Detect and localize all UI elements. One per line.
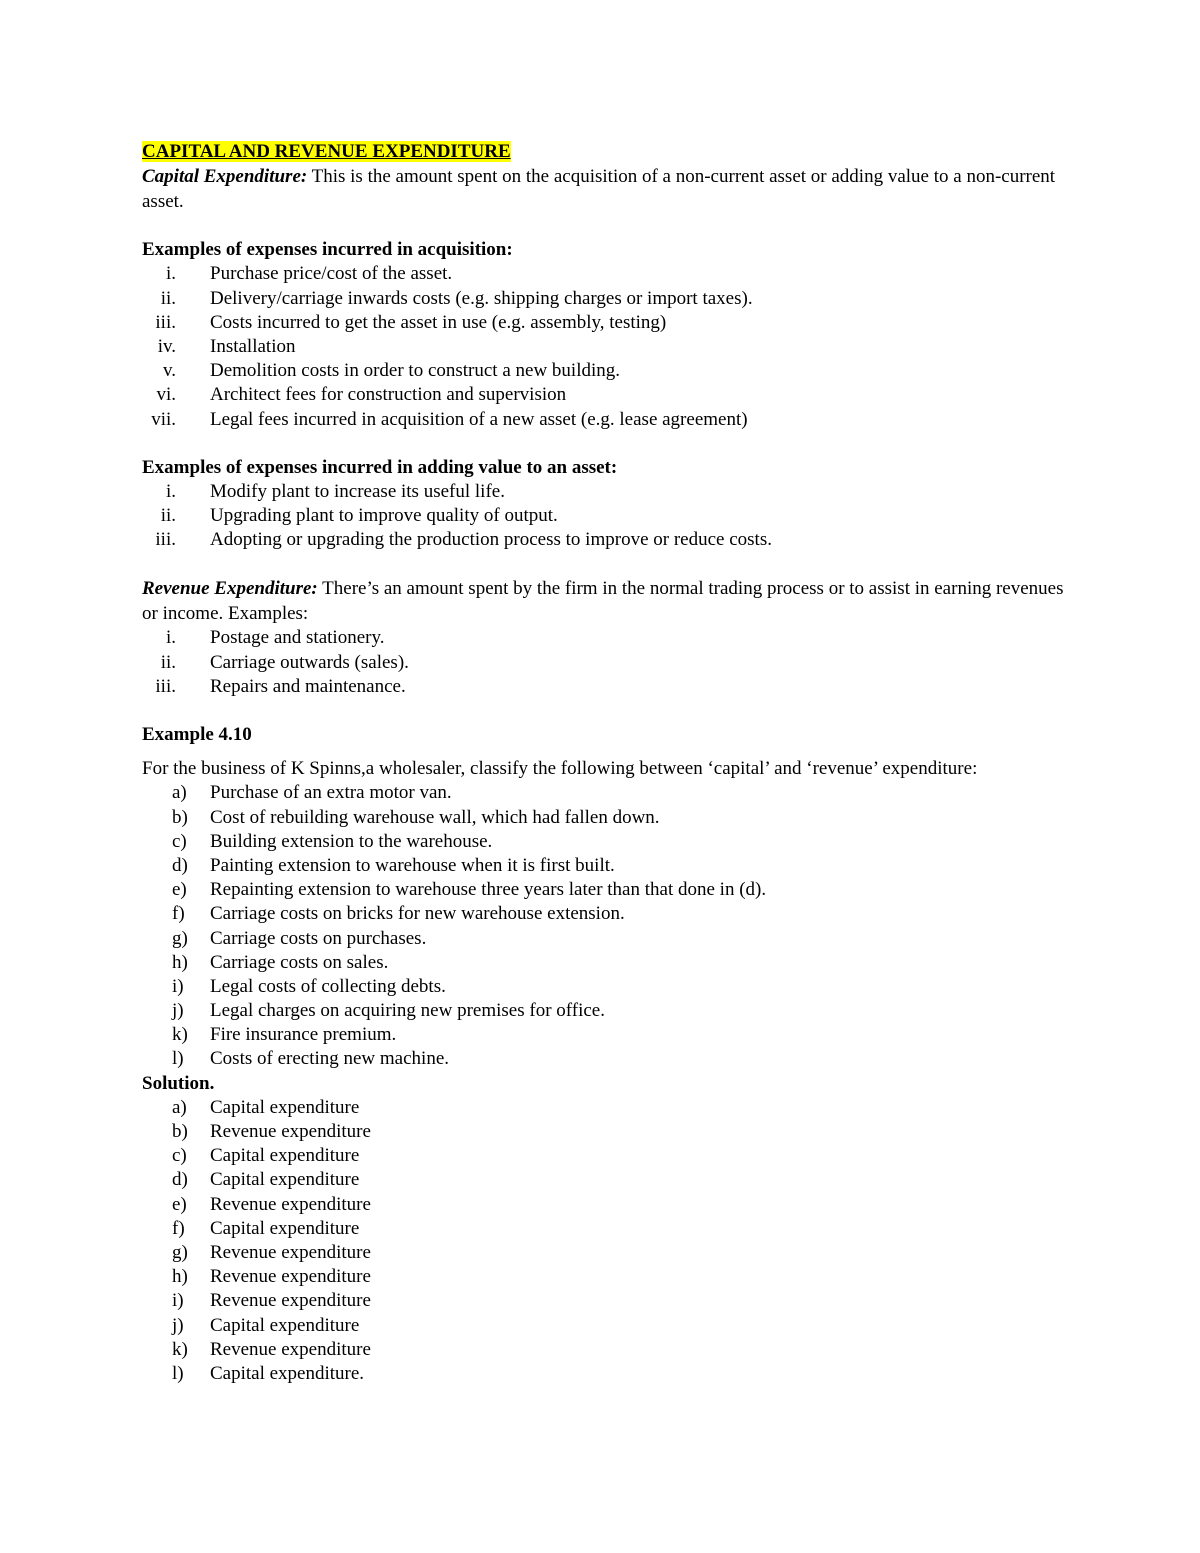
- list-item-text: Delivery/carriage inwards costs (e.g. shipping charges or import taxes).: [210, 287, 753, 309]
- list-item-text: Demolition costs in order to construct a new building.: [210, 360, 621, 382]
- list-marker: a): [172, 782, 187, 804]
- list-marker: e): [172, 1193, 187, 1215]
- list-marker: k): [172, 1338, 188, 1360]
- list-item-text: Revenue expenditure: [210, 1121, 371, 1142]
- list-item: [142, 1168, 1072, 1192]
- revenue-list: [142, 626, 1072, 699]
- list-item: [142, 1314, 1072, 1338]
- list-item: [142, 651, 1072, 675]
- title-line: [142, 140, 1072, 164]
- list-item-text: Modify plant to increase its useful life.: [210, 480, 505, 502]
- page-title: CAPITAL AND REVENUE EXPENDITURE: [142, 141, 511, 162]
- capital-label: Capital Expenditure:: [142, 166, 308, 188]
- list-item: [142, 311, 1072, 335]
- list-marker: i.: [165, 480, 176, 502]
- list-item: [142, 1144, 1072, 1168]
- list-item: [142, 927, 1072, 951]
- list-item: [142, 1289, 1072, 1313]
- example-intro: For the business of K Spinns,a wholesaler, classify the following between ‘capital’ and ‘revenue’ expenditure:: [142, 758, 978, 780]
- list-item: [142, 854, 1072, 878]
- list-item-text: Costs incurred to get the asset in use (e.g. assembly, testing): [210, 311, 667, 333]
- list-item: [142, 830, 1072, 854]
- revenue-text: There’s an amount spent by the firm in the normal trading process or to assist in earning revenues or income. Examples:: [142, 578, 1064, 625]
- list-marker: d): [172, 854, 188, 876]
- list-item: [142, 1096, 1072, 1120]
- list-marker: iii.: [155, 675, 176, 697]
- list-marker: i.: [165, 627, 176, 649]
- example-heading: Example 4.10: [142, 724, 252, 745]
- list-marker: b): [172, 1121, 188, 1142]
- list-item-text: Capital expenditure: [210, 1217, 360, 1239]
- adding-value-list: [142, 480, 1072, 553]
- list-item: [142, 1120, 1072, 1144]
- list-item-text: Postage and stationery.: [210, 627, 385, 649]
- list-item-text: Revenue expenditure: [210, 1266, 371, 1288]
- list-item-text: Legal costs of collecting debts.: [210, 975, 446, 997]
- list-item-text: Fire insurance premium.: [210, 1024, 397, 1046]
- capital-text: This is the amount spent on the acquisition of a non-current asset or adding value to a non-current asset.: [142, 166, 1056, 213]
- list-item-text: Carriage costs on purchases.: [210, 927, 427, 949]
- list-item-text: Repairs and maintenance.: [210, 675, 406, 697]
- list-marker: g): [172, 927, 188, 949]
- list-item-text: Revenue expenditure: [210, 1338, 371, 1360]
- list-marker: d): [172, 1169, 188, 1191]
- acquisition-heading: Examples of expenses incurred in acquisition:: [142, 239, 513, 261]
- list-item: [142, 262, 1072, 286]
- solution-list: [142, 1096, 1072, 1386]
- list-marker: e): [172, 879, 187, 901]
- list-item-text: Carriage costs on bricks for new warehouse extension.: [210, 903, 625, 925]
- list-item: [142, 359, 1072, 383]
- list-marker: g): [172, 1241, 188, 1263]
- list-item-text: Building extension to the warehouse.: [210, 830, 493, 852]
- list-item: [142, 975, 1072, 999]
- list-marker: iii.: [155, 529, 176, 551]
- list-marker: i): [172, 975, 184, 997]
- list-item-text: Costs of erecting new machine.: [210, 1048, 450, 1070]
- list-item: [142, 675, 1072, 699]
- list-item-text: Repainting extension to warehouse three years later than that done in (d).: [210, 879, 767, 901]
- list-item: [142, 480, 1072, 504]
- list-item: [142, 287, 1072, 311]
- list-item: [142, 999, 1072, 1023]
- list-item-text: Installation: [210, 335, 296, 357]
- list-item: [142, 1047, 1072, 1071]
- list-item: [142, 951, 1072, 975]
- list-marker: c): [172, 1145, 187, 1167]
- list-item-text: Legal fees incurred in acquisition of a new asset (e.g. lease agreement): [210, 408, 748, 430]
- list-marker: j): [172, 1000, 184, 1022]
- spacer: [142, 214, 1072, 238]
- list-item: [142, 504, 1072, 528]
- list-item-text: Carriage costs on sales.: [210, 951, 389, 973]
- list-item: [142, 806, 1072, 830]
- list-marker: b): [172, 806, 188, 828]
- list-item-text: Architect fees for construction and supervision: [210, 384, 567, 406]
- spacer: [142, 432, 1072, 456]
- solution-heading: Solution.: [142, 1072, 215, 1094]
- acquisition-list: [142, 262, 1072, 431]
- example-list: [142, 781, 1072, 1071]
- list-item-text: Adopting or upgrading the production process to improve or reduce costs.: [210, 529, 772, 551]
- list-item: [142, 1338, 1072, 1362]
- spacer: [142, 699, 1072, 723]
- list-marker: l): [172, 1048, 184, 1070]
- list-marker: ii.: [160, 287, 176, 309]
- list-marker: iii.: [155, 311, 176, 333]
- list-item: [142, 528, 1072, 552]
- list-marker: ii.: [160, 505, 176, 527]
- list-marker: k): [172, 1024, 188, 1046]
- list-item: [142, 1265, 1072, 1289]
- capital-definition: [142, 164, 1072, 214]
- list-item: [142, 335, 1072, 359]
- list-item: [142, 902, 1072, 926]
- list-marker: l): [172, 1362, 184, 1384]
- list-item-text: Capital expenditure: [210, 1169, 360, 1191]
- list-marker: iv.: [157, 335, 176, 357]
- list-marker: vi.: [156, 384, 176, 406]
- list-item: [142, 626, 1072, 650]
- list-item-text: Revenue expenditure: [210, 1241, 371, 1263]
- list-item-text: Cost of rebuilding warehouse wall, which had fallen down.: [210, 806, 660, 828]
- list-marker: i): [172, 1290, 184, 1312]
- list-marker: vii.: [151, 408, 176, 430]
- list-marker: h): [172, 951, 188, 973]
- list-item-text: Capital expenditure: [210, 1314, 360, 1336]
- list-item: [142, 1241, 1072, 1265]
- list-item-text: Carriage outwards (sales).: [210, 651, 409, 673]
- document-page: [142, 140, 1072, 1386]
- list-item-text: Capital expenditure: [210, 1096, 360, 1118]
- list-marker: j): [172, 1314, 184, 1336]
- list-item-text: Revenue expenditure: [210, 1193, 371, 1215]
- list-item-text: Painting extension to warehouse when it is first built.: [210, 854, 615, 876]
- list-item-text: Purchase price/cost of the asset.: [210, 263, 453, 285]
- list-marker: f): [172, 903, 185, 925]
- revenue-definition: [142, 576, 1072, 626]
- list-item: [142, 1023, 1072, 1047]
- list-item-text: Capital expenditure: [210, 1145, 360, 1167]
- list-item: [142, 1217, 1072, 1241]
- revenue-label: Revenue Expenditure:: [142, 578, 318, 600]
- list-item-text: Legal charges on acquiring new premises for office.: [210, 1000, 605, 1022]
- list-item: [142, 408, 1072, 432]
- list-item: [142, 383, 1072, 407]
- list-item: [142, 1193, 1072, 1217]
- list-item: [142, 878, 1072, 902]
- list-item-text: Upgrading plant to improve quality of output.: [210, 505, 558, 527]
- list-marker: f): [172, 1217, 185, 1239]
- list-marker: v.: [162, 360, 176, 382]
- list-marker: h): [172, 1266, 188, 1288]
- list-item: [142, 781, 1072, 805]
- spacer: [142, 552, 1072, 576]
- list-marker: a): [172, 1096, 187, 1118]
- list-marker: i.: [165, 263, 176, 285]
- list-marker: ii.: [160, 651, 176, 673]
- list-marker: c): [172, 830, 187, 852]
- list-item: [142, 1362, 1072, 1386]
- spacer: [142, 747, 1072, 757]
- list-item-text: Capital expenditure.: [210, 1362, 365, 1384]
- list-item-text: Revenue expenditure: [210, 1290, 371, 1312]
- list-item-text: Purchase of an extra motor van.: [210, 782, 452, 804]
- adding-value-heading: Examples of expenses incurred in adding value to an asset:: [142, 456, 618, 478]
